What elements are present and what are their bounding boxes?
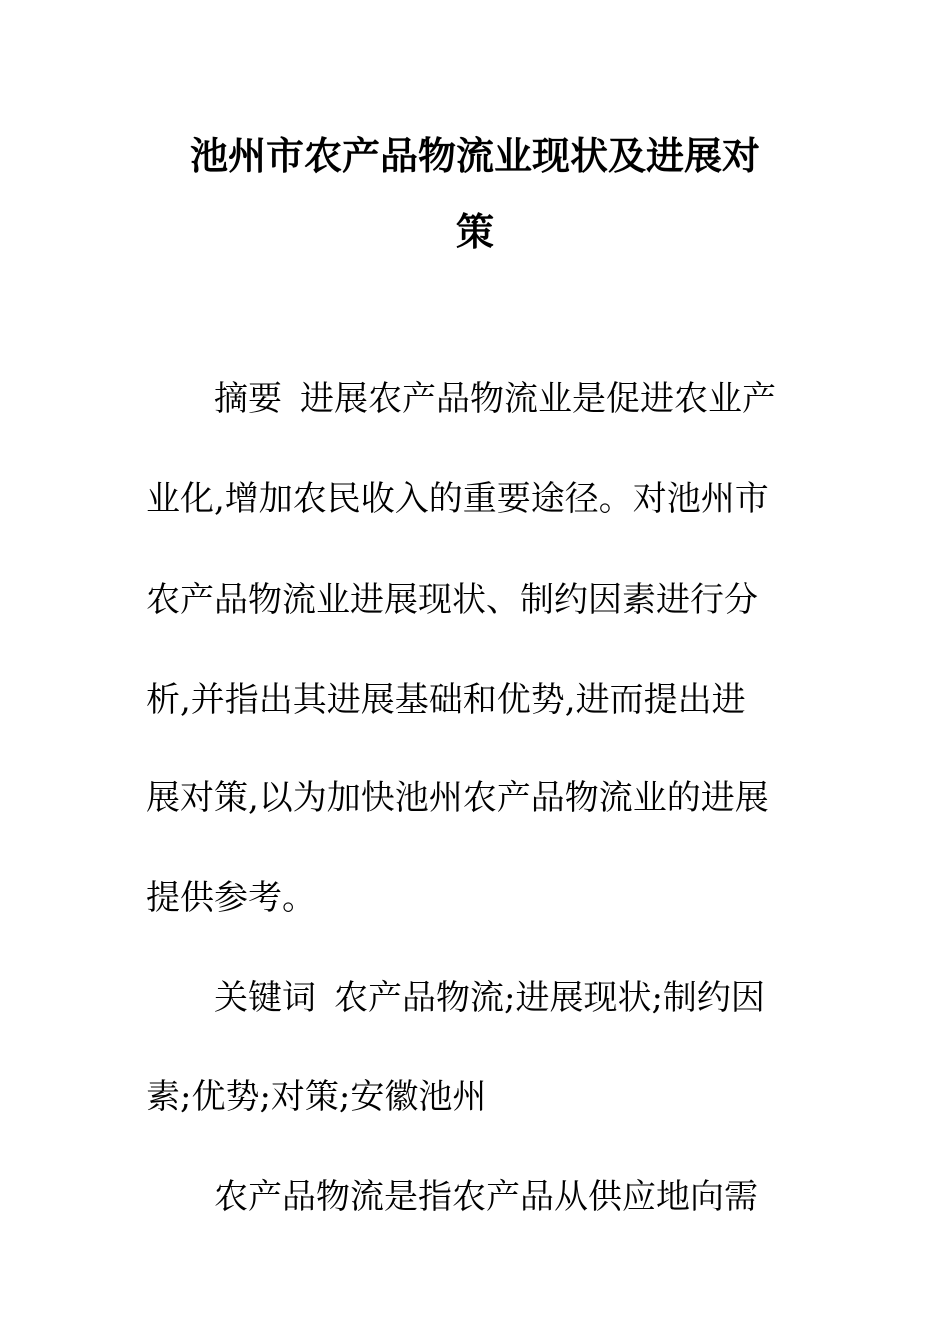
keywords-text-1: 农产品物流;进展现状;制约因 xyxy=(334,978,765,1018)
abstract-line-2: 业化,增加农民收入的重要途径。对池州市 xyxy=(146,479,769,519)
abstract-line-3: 农产品物流业进展现状、制约因素进行分 xyxy=(146,580,758,620)
title-line-2: 策 xyxy=(455,210,494,254)
keywords-label: 关键词 xyxy=(214,978,316,1018)
document-title xyxy=(150,118,800,270)
title-line-1: 池州市农产品物流业现状及进展对 xyxy=(189,134,760,178)
abstract-line-6: 提供参考。 xyxy=(146,878,316,918)
abstract-label: 摘要 xyxy=(214,379,282,419)
body-line-1: 农产品物流是指农产品从供应地向需 xyxy=(214,1177,758,1217)
abstract-line-1 xyxy=(214,379,776,419)
abstract-line-4: 析,并指出其进展基础和优势,进而提出进 xyxy=(146,680,746,720)
abstract-text-1: 进展农产品物流业是促进农业产 xyxy=(300,379,776,419)
abstract-line-5: 展对策,以为加快池州农产品物流业的进展 xyxy=(146,778,769,818)
keywords-line-1 xyxy=(214,978,765,1018)
keywords-line-2: 素;优势;对策;安徽池州 xyxy=(146,1077,487,1117)
